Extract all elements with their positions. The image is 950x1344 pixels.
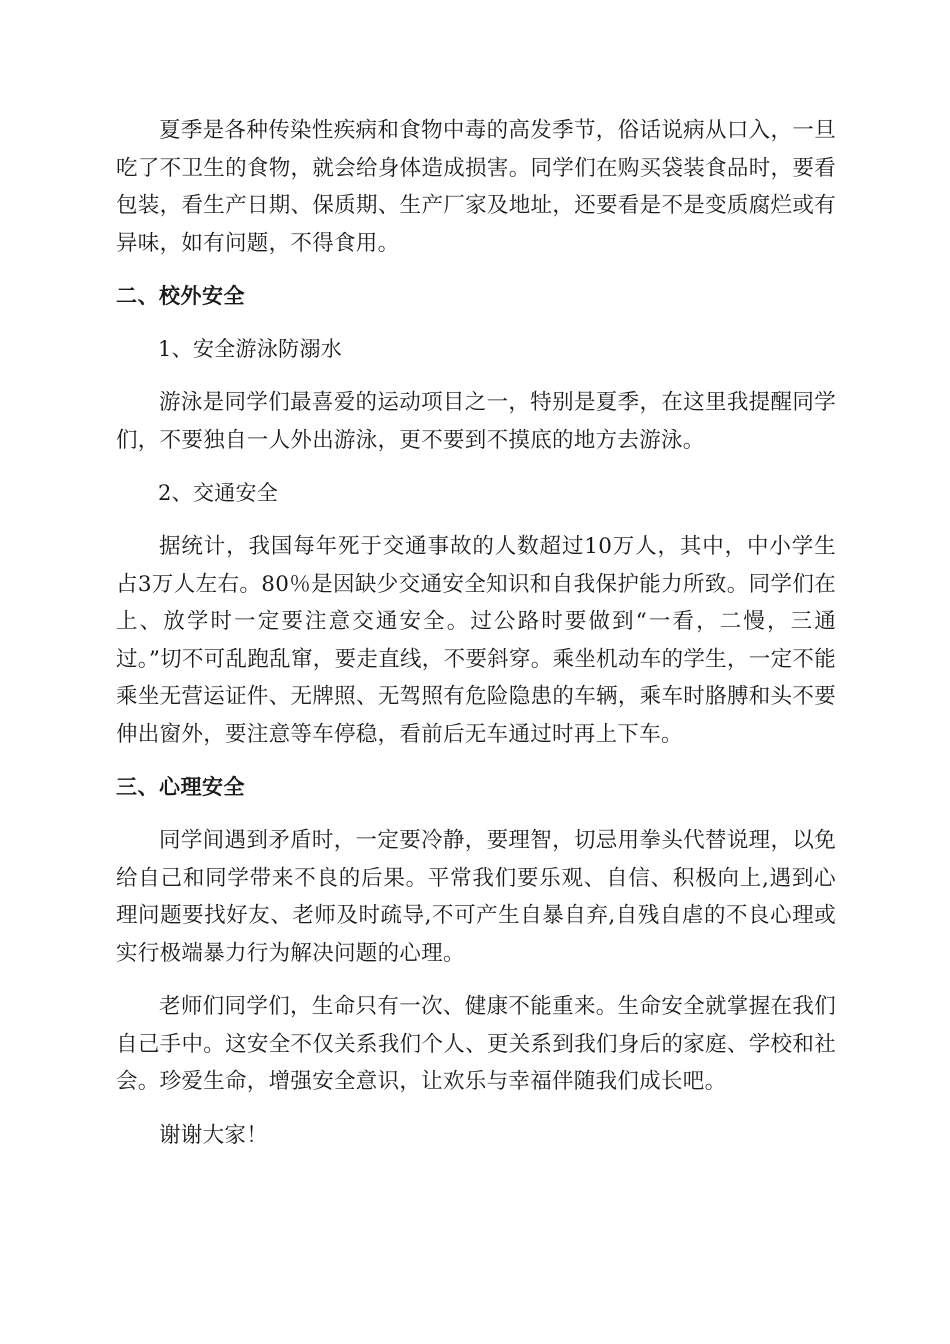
paragraph-swimming: 游泳是同学们最喜爱的运动项目之一，特别是夏季，在这里我提醒同学们，不要独自一人外出游泳，更不要到不摸底的地方去游泳。 bbox=[116, 390, 836, 453]
paragraph-traffic: 据统计，我国每年死于交通事故的人数超过10万人，其中，中小学生占3万人左右。80％是因缺少交通安全知识和自我保护能力所致。同学们在上、放学时一定要注意交通安全。过公路时要做到“一看，二慢，三通过。”切不可乱跑乱窜，要走直线，不要斜穿。乘坐机动车的学生，一定不能乘坐无营运证件、无牌照、无驾照有危险隐患的车辆，乘车时胳膊和头不要伸出窗外，要注意等车停稳，看前后无车通过时再上下车。 bbox=[116, 534, 836, 747]
subheading-swimming-safety: 1、安全游泳防溺水 bbox=[158, 337, 343, 361]
document-body bbox=[116, 112, 836, 1154]
closing-thanks: 谢谢大家！ bbox=[159, 1122, 269, 1148]
section-heading-off-campus-safety: 二、校外安全 bbox=[116, 284, 245, 308]
section-heading-psychological-safety: 三、心理安全 bbox=[116, 775, 245, 799]
paragraph-psychological: 同学间遇到矛盾时，一定要冷静，要理智，切忌用拳头代替说理，以免给自己和同学带来不良的后果。平常我们要乐观、自信、积极向上,遇到心理问题要找好友、老师及时疏导,不可产生自暴自弃,自残自虐的不良心理或实行极端暴力行为解决问题的心理。 bbox=[116, 828, 836, 966]
paragraph-conclusion: 老师们同学们，生命只有一次、健康不能重来。生命安全就掌握在我们自己手中。这安全不仅关系我们个人、更关系到我们身后的家庭、学校和社会。珍爱生命，增强安全意识，让欢乐与幸福伴随我们成长吧。 bbox=[116, 994, 836, 1094]
paragraph-food-safety: 夏季是各种传染性疾病和食物中毒的高发季节，俗话说病从口入，一旦吃了不卫生的食物，就会给身体造成损害。同学们在购买袋装食品时，要看包装，看生产日期、保质期、生产厂家及地址，还要看是不是变质腐烂或有异味，如有问题，不得食用。 bbox=[116, 118, 836, 256]
subheading-traffic-safety: 2、交通安全 bbox=[158, 481, 279, 505]
